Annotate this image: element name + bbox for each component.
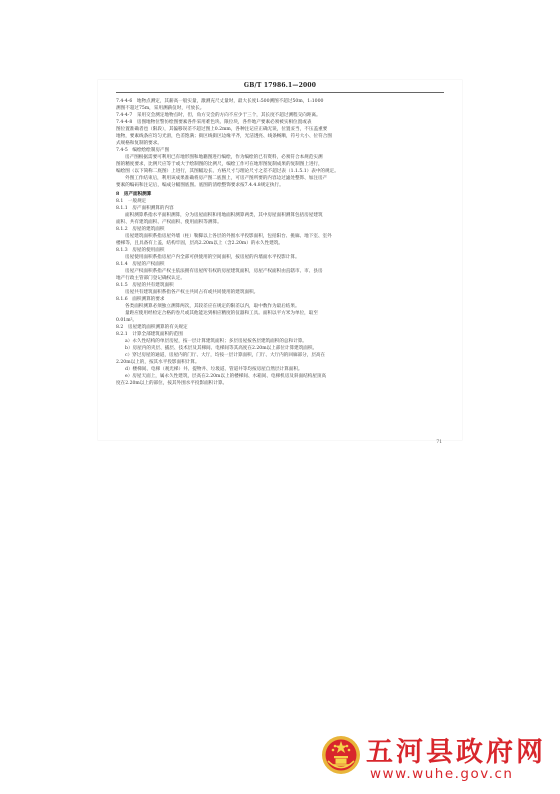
document-body bbox=[116, 98, 444, 387]
text-line: 面积测算系指水平面积测算，分为房屋面积和用地面积测算两类，其中房屋面积测算包括房屋建筑 bbox=[125, 212, 323, 218]
text-line: 8.1.6 面积测算的要求 bbox=[116, 296, 165, 302]
text-line: 房屋使用面积系指房屋户内全部可供使用的空间面积，按房屋的内墙面水平投影计算。 bbox=[125, 254, 300, 260]
text-line: 8.1.3 房屋的使用面积 bbox=[116, 247, 165, 253]
text-line: 8.1 一般规定 bbox=[116, 198, 147, 204]
text-line: 8.1.2 房屋的建筑面积 bbox=[116, 226, 165, 232]
text-line: 7.4-4-7 采用交会测定地物点时，但，角方交会的方向不应少于三个，其长度不超过测程交向距离。 bbox=[116, 113, 321, 118]
text-line: c）穿过房屋的通道，房屋内的门厅、大厅，均按一层计算面积，门厅、大厅内的回廊部分，层高在 bbox=[125, 352, 326, 358]
text-line: 8.1.5 房屋的共有建筑面积 bbox=[116, 282, 174, 288]
text-line: 度在2.20m以上的部位，按其外围水平投影面积计算。 bbox=[116, 380, 228, 386]
text-line: 地物，要素线条应均匀光滑，色差饱满；街区线街区边缘平齐，光洁透亮、线条畅顺，符号大小、位符合图 bbox=[116, 134, 332, 139]
text-line: 各类面积测算必须独立测算两次，其较差应在规定的限差以内，取中数作为最后结果。 bbox=[125, 303, 300, 309]
text-line: 7.4-5 编绘绘绘制房产图 bbox=[116, 148, 170, 153]
text-line: d）楼梯间、电梯（观光梯）井、提物井、垃圾道、管道井等均按房屋自然层计算面积。 bbox=[125, 366, 303, 372]
text-line: 8.2.1 计算全部建筑面积的范围 bbox=[116, 331, 183, 337]
text-line: 地产行政主管部门登记确权认定。 bbox=[116, 275, 185, 281]
text-line: 式规格和复制的要求。 bbox=[116, 141, 162, 146]
text-line: 外图工作结束后，利用该成果准确将房产图二底图上，可房产图所要的内容边过滤处整饰、加注房产 bbox=[125, 176, 328, 181]
text-line: 图的精度要求，比例尺应等于或大于绘制图的比例尺，编绘工作可在地形图复制成果的复制图上进行， bbox=[116, 162, 323, 167]
site-watermark bbox=[320, 728, 556, 790]
text-line: 2.20m以上的，按其水平投影面积计算。 bbox=[116, 359, 200, 365]
national-emblem-icon bbox=[320, 734, 362, 776]
header-rule bbox=[116, 92, 444, 93]
text-line: b）房屋内的夹层、插层、技术层及其梯间、电梯间等其高度在2.20m以上部位计算建筑面积。 bbox=[125, 345, 318, 351]
standard-code-header: GB/T 17986.1—2000 bbox=[243, 82, 317, 89]
watermark-title: 五河县政府网 bbox=[366, 737, 546, 768]
text-line: 楼梯等，且具备有上盖，结构牢固，层高2.20m以上（含2.20m）的永久性建筑。 bbox=[116, 240, 283, 246]
text-line: 面积、共有建筑面积、产权面积、使用面积等测算。 bbox=[116, 219, 222, 225]
text-line: 量距应使用经检定合格的卷尺或其他能达到相应精度的仪器和工具。面积以平方米为单位，取至 bbox=[125, 310, 318, 316]
text-line: 7.4-4-8 房图地物位警仿绘图要素各件采用难色块、限位块，各件地产要素必须被实相位置或表 bbox=[116, 120, 312, 125]
text-line: 7.4-4-6 地物点测定，其薪高一般实量，激测充尺丈量时，最大长度1:500测图不超过50m，1:1000 bbox=[116, 99, 324, 104]
text-line: 图位置准确者也（限段），其偏移误差不超过图上0.2mm，各种注记应正确无误，位置妥当，不压盖重要 bbox=[116, 127, 328, 132]
text-line: 8.1.1 房产面积测算的内容 bbox=[116, 205, 174, 211]
text-line: 房屋共有建筑面积系指各产权主共同占有或共同使用的建筑面积。 bbox=[125, 289, 259, 295]
text-line: 房屋建筑面积系指房屋外墙（柱）勒脚以上各层的外围水平投影面积，包括阳台、挑廊、地下室、室外 bbox=[125, 233, 332, 239]
watermark-url[interactable]: www.wuhe.gov.cn bbox=[370, 766, 514, 782]
section-heading: 8 房产面积测算 bbox=[116, 191, 152, 197]
text-line: 房产图根据需要可利用已有地形图和地籍图进行编绘，作为编绘的已有资料，必须符合本规范实测 bbox=[125, 155, 323, 160]
text-line: 0.01m²。 bbox=[116, 317, 138, 323]
text-line: 编绘图（以下简称二底图）上进行，其图幅边长、方格尺寸与理论尺寸之差不超过表（1.1.5.1）表中的规定。 bbox=[116, 169, 339, 174]
text-line: e）房屋天面上，属永久性建筑，层高在2.20m以上的楼梯间、水箱间、电梯机房及斜面结构屋顶高 bbox=[125, 373, 327, 379]
text-line: a）永久性结构的单层房屋，按一层计算建筑面积；多层房屋按各层建筑面积的总和计算。 bbox=[125, 338, 307, 344]
text-line: 要素的编码和注记后，编成分幅图底图。底图的清绘整饰要求按7.4.4.8规定执行。 bbox=[116, 183, 284, 188]
text-line: 8.2 房屋建筑面积测算的有关规定 bbox=[116, 324, 188, 330]
page-number: 71 bbox=[436, 440, 442, 445]
text-line: 房屋产权面积系指产权主依法拥有房屋所有权的房屋建筑面积，房屋产权面积由直辖市、市、县房 bbox=[125, 268, 323, 274]
text-line: 8.1.4 房屋的产权面积 bbox=[116, 261, 165, 267]
text-line: 测图不超过75m，采用测薪仪时，可放长。 bbox=[116, 106, 205, 111]
